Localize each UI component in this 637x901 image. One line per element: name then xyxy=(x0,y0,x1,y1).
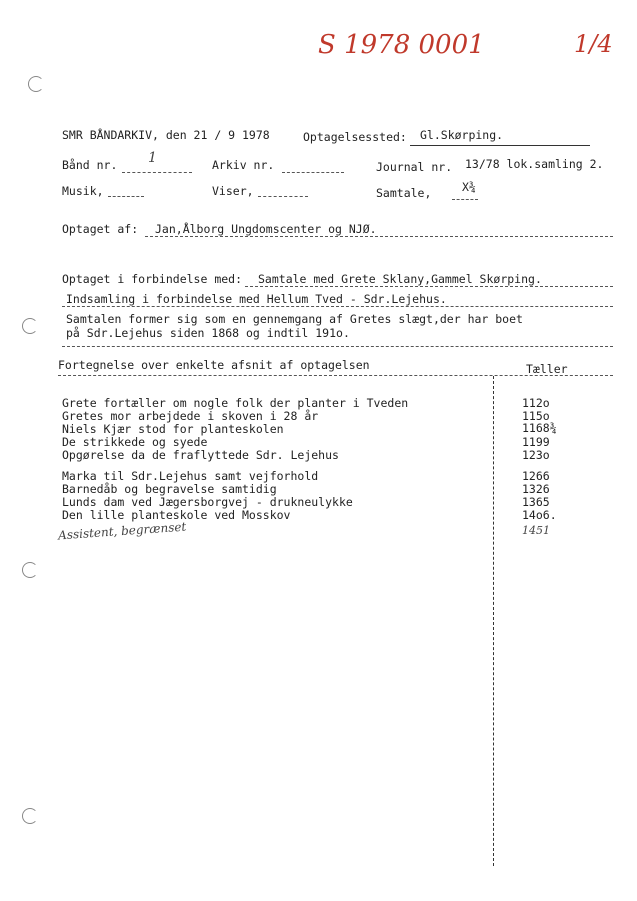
location-label: Optagelsessted: xyxy=(303,130,407,144)
connection-label: Optaget i forbindelse med: xyxy=(62,272,243,286)
viser-underline xyxy=(258,196,308,197)
musik-label: Musik, xyxy=(62,184,104,198)
list-item: Grete fortæller om nogle folk der planter i Tveden xyxy=(62,396,409,410)
list-item: Niels Kjær stod for planteskolen xyxy=(62,422,284,436)
list-item: Lunds dam ved Jægersborgvej - drukneulykke xyxy=(62,495,353,509)
connection-underline xyxy=(245,286,613,287)
recorded-by-underline xyxy=(145,236,613,237)
list-item-counter: 112o xyxy=(522,396,550,410)
connection-line-2-underline xyxy=(62,306,613,307)
list-item: De strikkede og syede xyxy=(62,435,208,449)
punch-hole xyxy=(22,318,38,334)
band-label: Bånd nr. xyxy=(62,158,118,172)
page-marker-handwritten: 1/4 xyxy=(574,30,613,58)
archive-date-line: SMR BÅNDARKIV, den 21 / 9 1978 xyxy=(62,128,270,142)
description-underline xyxy=(62,346,613,347)
punch-hole xyxy=(28,76,44,92)
counter-heading: Tæller xyxy=(526,362,568,376)
list-item: Opgørelse da de fraflyttede Sdr. Lejehus xyxy=(62,448,339,462)
band-underline xyxy=(122,172,192,173)
punch-hole xyxy=(22,562,38,578)
index-heading: Fortegnelse over enkelte afsnit af optagelsen xyxy=(58,358,370,372)
punch-hole xyxy=(22,808,38,824)
counter-column-rule xyxy=(493,376,494,866)
list-item-counter: 1326 xyxy=(522,482,550,496)
recorded-by-value: Jan,Ålborg Ungdomscenter og NJØ. xyxy=(155,222,377,236)
samtale-label: Samtale, xyxy=(376,186,432,200)
location-value: Gl.Skørping. xyxy=(420,128,504,142)
recorded-by-label: Optaget af: xyxy=(62,222,139,236)
journal-value: 13/78 lok.samling 2. xyxy=(465,157,604,171)
arkiv-underline xyxy=(282,172,344,173)
description-line-1: Samtalen former sig som en gennemgang af Gretes slægt,der har boet xyxy=(66,312,523,326)
journal-label: Journal nr. xyxy=(376,160,453,174)
archive-number-handwritten: S 1978 0001 xyxy=(318,30,485,60)
samtale-underline xyxy=(452,199,478,200)
description-line-2: på Sdr.Lejehus siden 1868 og indtil 191o. xyxy=(66,326,350,340)
samtale-value: X¾ xyxy=(462,180,476,194)
handwritten-counter: 1451 xyxy=(522,524,550,537)
list-item-counter: 1365 xyxy=(522,495,550,509)
list-item-counter: 14o6. xyxy=(522,508,557,522)
connection-line-2: Indsamling i forbindelse med Hellum Tved - Sdr.Lejehus. xyxy=(66,292,447,306)
list-item-counter: 1266 xyxy=(522,469,550,483)
list-item: Barnedåb og begravelse samtidig xyxy=(62,482,277,496)
index-heading-underline xyxy=(58,375,613,376)
arkiv-label: Arkiv nr. xyxy=(212,158,275,172)
list-item-counter: 1168¾ xyxy=(522,421,557,435)
location-underline xyxy=(410,145,590,146)
list-item-counter: 115o xyxy=(522,409,550,423)
list-item: Marka til Sdr.Lejehus samt vejforhold xyxy=(62,469,319,483)
list-item-counter: 1199 xyxy=(522,435,550,449)
musik-underline xyxy=(108,196,144,197)
list-item: Den lille planteskole ved Mosskov xyxy=(62,508,291,522)
list-item-counter: 123o xyxy=(522,448,550,462)
viser-label: Viser, xyxy=(212,184,254,198)
handwritten-note: Assistent, begrænset xyxy=(57,519,187,543)
connection-value: Samtale med Grete Sklany,Gammel Skørping. xyxy=(258,272,542,286)
band-value: 1 xyxy=(148,150,157,166)
list-item: Gretes mor arbejdede i skoven i 28 år xyxy=(62,409,319,423)
